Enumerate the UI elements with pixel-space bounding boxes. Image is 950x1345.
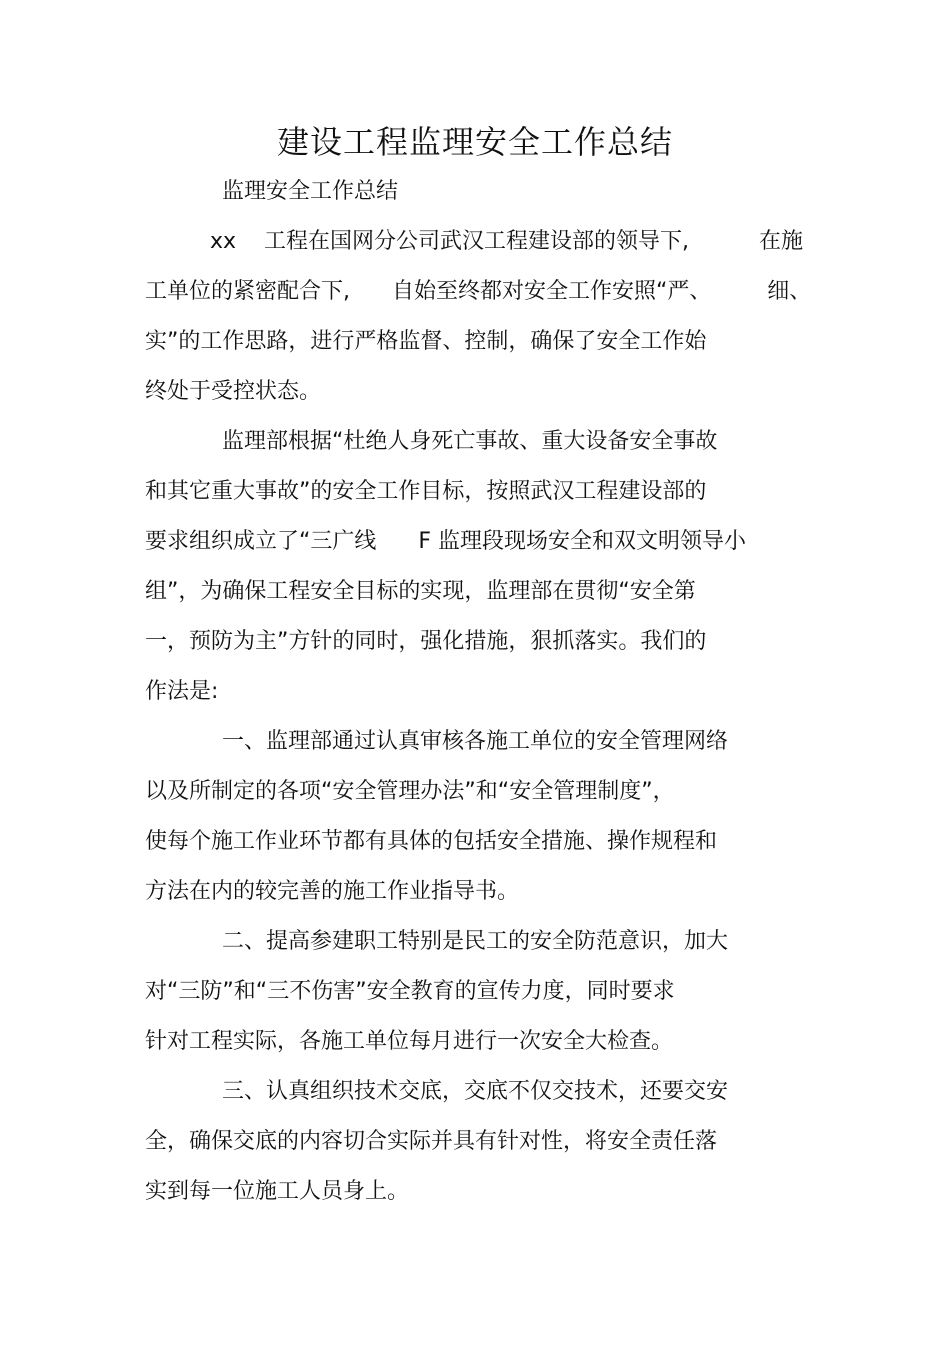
- paragraph-line: 方法在内的较完善的施工作业指导书。: [145, 879, 520, 904]
- paragraph-line: 二、提高参建职工特别是民工的安全防范意识，加大: [222, 929, 729, 954]
- paragraph-line: 以及所制定的各项“安全管理办法”和“安全管理制度”，: [145, 779, 675, 804]
- paragraph-line: 三、认真组织技术交底，交底不仅交技术，还要交安: [222, 1079, 729, 1104]
- paragraph-line: 一、监理部通过认真审核各施工单位的安全管理网络: [222, 729, 729, 754]
- paragraph-line: 实到每一位施工人员身上。: [145, 1179, 410, 1204]
- paragraph-line: xx 工程在国网分公司武汉工程建设部的领导下, 在施: [210, 229, 803, 254]
- paragraph-line: 作法是:: [145, 679, 219, 704]
- paragraph-line: 工单位的紧密配合下, 自始至终都对安全工作安照“严、 细、: [145, 279, 812, 304]
- paragraph-line: 和其它重大事故”的安全工作目标，按照武汉工程建设部的: [145, 479, 707, 504]
- paragraph-line: 对“三防”和“三不伤害”安全教育的宣传力度，同时要求: [145, 979, 675, 1004]
- paragraph-line: 实”的工作思路，进行严格监督、控制，确保了安全工作始: [145, 329, 707, 354]
- subtitle-line: 监理安全工作总结: [222, 179, 399, 204]
- paragraph-line: 一，预防为主”方针的同时，强化措施，狠抓落实。我们的: [145, 629, 707, 654]
- paragraph-line: 监理部根据“杜绝人身死亡事故、重大设备安全事故: [222, 429, 718, 454]
- paragraph-line: 组”，为确保工程安全目标的实现，监理部在贯彻“安全第: [145, 579, 696, 604]
- paragraph-line: 全，确保交底的内容切合实际并具有针对性，将安全责任落: [145, 1129, 718, 1154]
- paragraph-line: 要求组织成立了“三广线 F 监理段现场安全和双文明领导小: [145, 529, 747, 554]
- paragraph-line: 终处于受控状态。: [145, 379, 322, 404]
- paragraph-line: 使每个施工作业环节都有具体的包括安全措施、操作规程和: [145, 829, 718, 854]
- document-title: 建设工程监理安全工作总结: [276, 123, 673, 161]
- paragraph-line: 针对工程实际，各施工单位每月进行一次安全大检查。: [145, 1029, 674, 1054]
